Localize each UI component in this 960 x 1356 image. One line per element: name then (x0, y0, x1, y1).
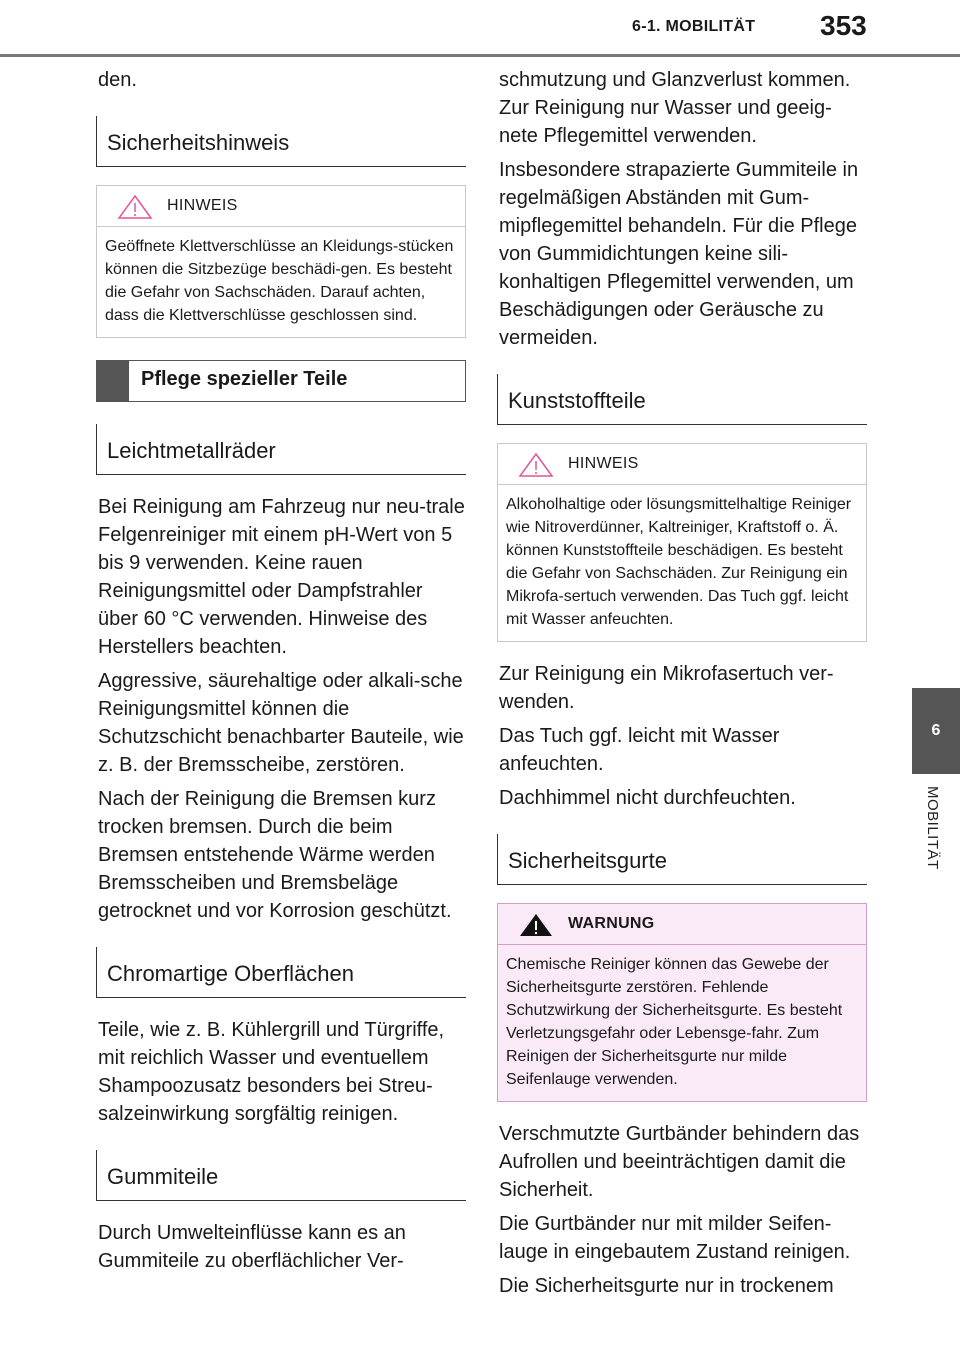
chapter-number: 6 (931, 722, 941, 739)
paragraph: Nach der Reinigung die Bremsen kurz trocken bremsen. Durch die beim Bremsen entstehende Wärme werden Bremsscheiben und Bremsbeläge getrocknet und vor Korrosion geschützt. (98, 788, 452, 922)
paragraph: Teile, wie z. B. Kühlergrill und Türgriffe, mit reichlich Wasser und eventuellem Shampoozusatz besonders bei Streu-salzeinwirkung sorgfältig reinigen. (98, 1019, 445, 1125)
paragraph: Verschmutzte Gurtbänder behindern das Aufrollen und beeinträchtigen damit die Sicherheit. (499, 1123, 860, 1201)
chapter-label: MOBILITÄT (924, 786, 941, 870)
notice-header (97, 186, 465, 227)
major-heading (96, 360, 466, 402)
notice-title: HINWEIS (568, 455, 639, 472)
warning-header (498, 904, 866, 945)
paragraph: Aggressive, säurehaltige oder alkali-sche Reinigungsmittel können die Schutzschicht benachbarter Bauteile, wie z. B. der Bremsscheibe, zerstören. (98, 670, 464, 776)
notice-text: Geöffnete Klettverschlüsse an Kleidungs-stücken können die Sitzbezüge beschädi-gen. Es besteht die Gefahr von Sachschäden. Darauf achten, dass die Klettverschlüsse geschlossen sind. (105, 238, 454, 324)
page-number: 353 (820, 10, 867, 41)
notice-text: Alkoholhaltige oder lösungsmittelhaltige Reiniger wie Nitroverdünner, Kaltreiniger, Kraftstoff o. Ä. können Kunststoffteile beschädigen. Es besteht die Gefahr von Sachschäden. Zur Reinigung ein Mikrofa-sertuch verwenden. Das Tuch ggf. leicht mit Wasser anfeuchten. (506, 496, 852, 628)
paragraph: Die Gurtbänder nur mit milder Seifen-lauge in eingebautem Zustand reinigen. (499, 1213, 851, 1263)
paragraph: Die Sicherheitsgurte nur in trockenem (499, 1275, 834, 1297)
warning-text: Chemische Reiniger können das Gewebe der Sicherheitsgurte zerstören. Fehlende Schutzwirkung der Sicherheitsgurte. Es besteht Verletzungsgefahr oder Lebensge-fahr. Zum Reinigen der Sicherheitsgurte nur milde Seifenlauge verwenden. (506, 956, 843, 1088)
paragraph: Das Tuch ggf. leicht mit Wasser anfeuchten. (499, 725, 780, 775)
notice-box (497, 443, 867, 642)
paragraph: Dachhimmel nicht durchfeuchten. (499, 787, 796, 809)
section-title: 6-1. MOBILITÄT (632, 18, 756, 35)
notice-box (96, 185, 466, 338)
chapter-tab[interactable] (912, 688, 960, 774)
paragraph: Durch Umwelteinflüsse kann es an Gummiteile zu oberflächlicher Ver- (98, 1222, 406, 1272)
section-heading-plastic: Kunststoffteile (497, 374, 867, 425)
section-heading-alloy-wheels: Leichtmetallräder (96, 424, 466, 475)
paragraph: Zur Reinigung ein Mikrofasertuch ver-wenden. (499, 663, 834, 713)
caution-triangle-icon (518, 452, 554, 478)
section-heading-chrome: Chromartige Oberflächen (96, 947, 466, 998)
left-column (96, 66, 466, 1281)
warning-box (497, 903, 867, 1102)
warning-title: WARNUNG (568, 915, 655, 932)
right-column (497, 66, 867, 1306)
paragraph: Bei Reinigung am Fahrzeug nur neu-trale Felgenreiniger mit einem pH-Wert von 5 bis 9 verwenden. Keine rauen Reinigungsmittel oder Dampfstrahler über 60 °C verwenden. Hinweise des Herstellers beachten. (98, 496, 465, 658)
header-divider (0, 54, 960, 57)
paragraph: schmutzung und Glanzverlust kommen. Zur Reinigung nur Wasser und geeig-nete Pflegemittel verwenden. (499, 69, 851, 147)
heading-bar (97, 361, 129, 401)
section-heading-seatbelts: Sicherheitsgurte (497, 834, 867, 885)
section-heading-safety: Sicherheitshinweis (96, 116, 466, 167)
warning-triangle-icon (518, 912, 554, 938)
notice-header (498, 444, 866, 485)
section-heading-rubber: Gummiteile (96, 1150, 466, 1201)
paragraph: Insbesondere strapazierte Gummiteile in regelmäßigen Abständen mit Gum-mipflegemittel behandeln. Für die Pflege von Gummidichtungen keine sili-konhaltigen Pflegemittel verwenden, um Beschädigungen oder Geräusche zu vermeiden. (499, 159, 859, 349)
caution-triangle-icon (117, 194, 153, 220)
notice-title: HINWEIS (167, 197, 238, 214)
paragraph: den. (98, 69, 137, 91)
major-heading-title: Pflege spezieller Teile (141, 368, 348, 390)
